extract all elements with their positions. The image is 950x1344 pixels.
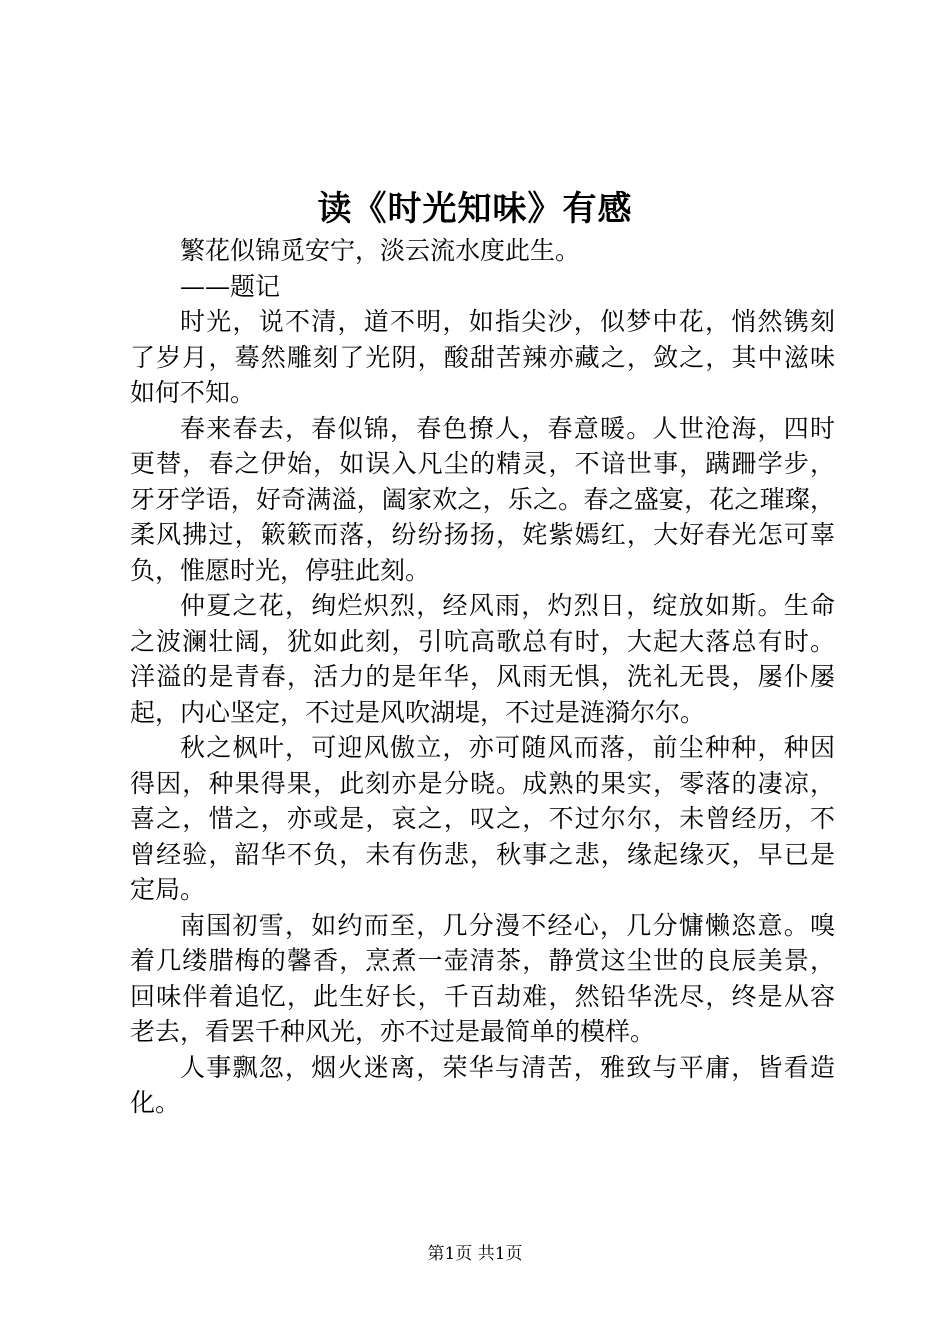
text-line: 负，惟愿时光，停驻此刻。 <box>130 555 431 585</box>
text-line: 仲夏之花，绚烂炽烈，经风雨，灼烈日，绽放如斯。生命 <box>180 591 835 620</box>
text-line: 秋之枫叶，可迎风傲立，亦可随风而落，前尘种种，种因 <box>180 733 835 762</box>
text-line: 起，内心坚定，不过是风吹湖堤，不过是涟漪尔尔。 <box>130 697 706 727</box>
text-line: 更替，春之伊始，如误入凡尘的精灵，不谙世事，蹒跚学步， <box>130 449 835 478</box>
text-line: 定局。 <box>130 875 206 904</box>
text-line: ——题记 <box>180 271 281 301</box>
text-line: 春来春去，春似锦，春色撩人，春意暖。人世沧海，四时 <box>180 413 835 443</box>
text-line: 了岁月，蓦然雕刻了光阴，酸甜苦辣亦藏之，敛之，其中滋味 <box>130 342 835 372</box>
text-line: 人事飘忽，烟火迷离，荣华与清苦，雅致与平庸，皆看造 <box>180 1052 835 1082</box>
text-line: 牙牙学语，好奇满溢，阖家欢之，乐之。春之盛宴，花之璀璨， <box>130 484 835 514</box>
page-footer: 第1页 共1页 <box>427 1244 523 1264</box>
text-line: 洋溢的是青春，活力的是年华，风雨无惧，洗礼无畏，屡仆屡 <box>130 662 835 691</box>
text-line: 喜之，惜之，亦或是，哀之，叹之，不过尔尔，未曾经历，不 <box>130 804 835 833</box>
text-line: 化。 <box>130 1088 181 1117</box>
text-line: 南国初雪，如约而至，几分漫不经心，几分慵懒恣意。嗅 <box>180 910 835 940</box>
text-line: 之波澜壮阔，犹如此刻，引吭高歌总有时，大起大落总有时。 <box>130 626 835 656</box>
text-line: 着几缕腊梅的馨香，烹煮一壶清茶，静赏这尘世的良辰美景， <box>130 946 835 975</box>
document-body <box>130 233 835 1121</box>
text-line: 如何不知。 <box>130 378 256 407</box>
text-line: 得因，种果得果，此刻亦是分晓。成熟的果实，零落的凄凉， <box>130 768 835 798</box>
text-line: 回味伴着追忆，此生好长，千百劫难，然铅华洗尽，终是从容 <box>130 981 835 1011</box>
text-line: 老去，看罢千种风光，亦不过是最简单的模样。 <box>130 1017 656 1046</box>
text-line: 曾经验，韶华不负，未有伤悲，秋事之悲，缘起缘灭，早已是 <box>130 839 835 869</box>
document-title: 读《时光知味》有感 <box>317 189 633 229</box>
text-line: 时光，说不清，道不明，如指尖沙，似梦中花，悄然镌刻 <box>180 307 835 336</box>
text-line: 柔风拂过，簌簌而落，纷纷扬扬，姹紫嫣红，大好春光怎可辜 <box>130 520 835 549</box>
text-line: 繁花似锦觅安宁，淡云流水度此生。 <box>180 236 581 265</box>
